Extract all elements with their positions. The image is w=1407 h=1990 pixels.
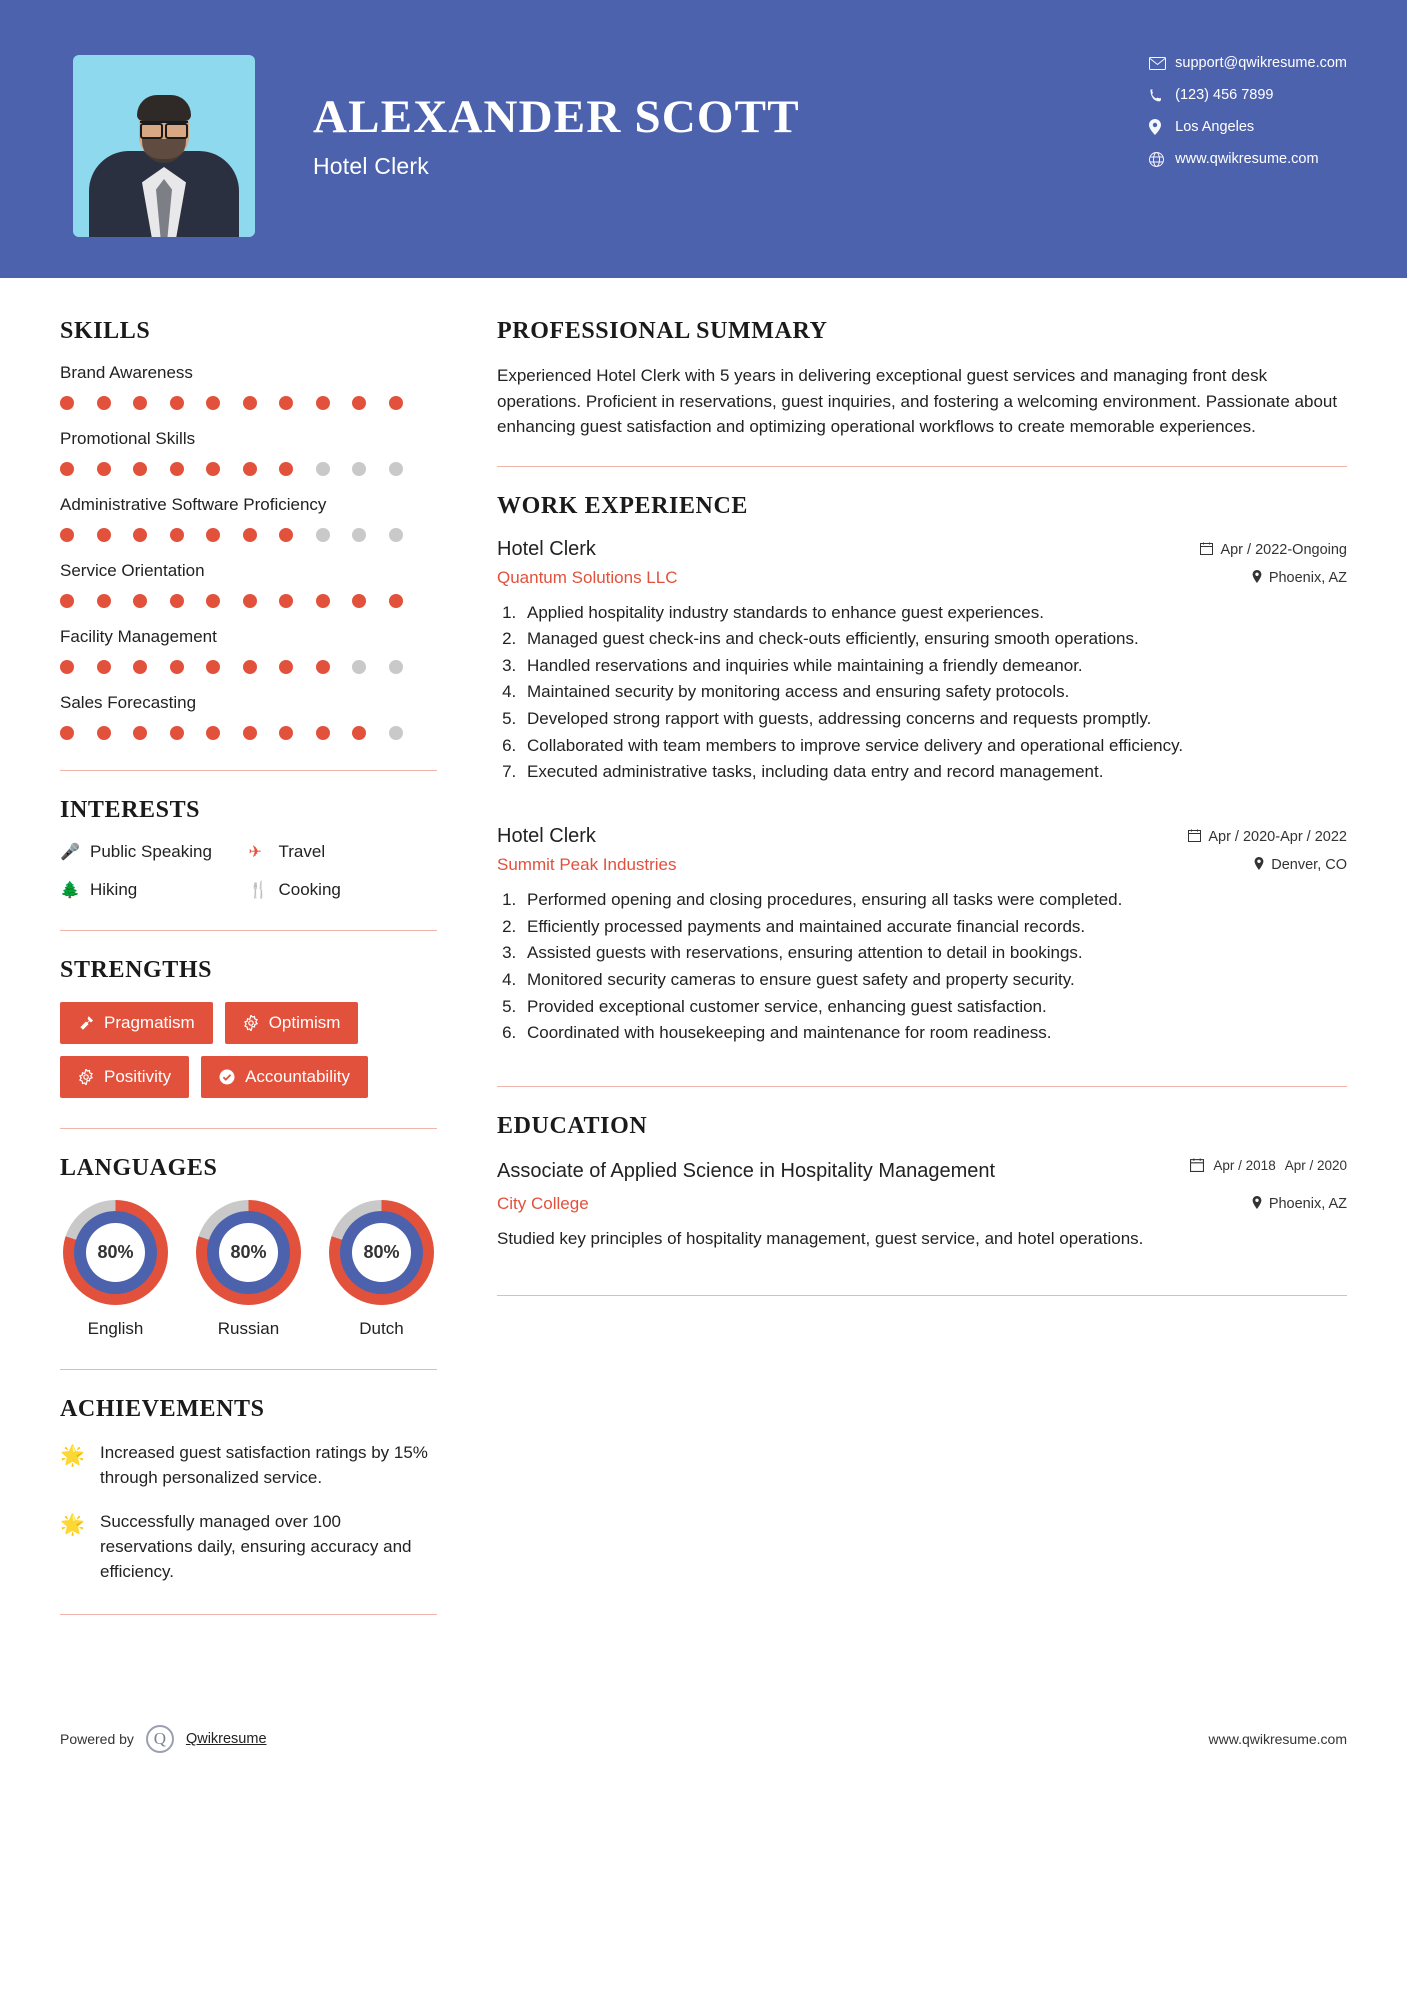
page-title: ALEXANDER SCOTT [313, 91, 800, 143]
contact-phone-text: (123) 456 7899 [1175, 87, 1274, 103]
language-label: English [87, 1319, 144, 1338]
calendar-icon [1190, 1158, 1204, 1175]
achievements-heading: ACHIEVEMENTS [60, 1396, 265, 1422]
job-bullet: 3. Handled reservations and inquiries while maintaining a friendly demeanor. [521, 654, 1347, 679]
achievement-text: Increased guest satisfaction ratings by 15% through personalized service. [100, 1443, 428, 1487]
education-end-date: Apr / 2020 [1284, 1157, 1347, 1173]
job-bullet: 6. Coordinated with housekeeping and maintenance for room readiness. [521, 1021, 1347, 1046]
footer-website: www.qwikresume.com [1208, 1731, 1347, 1748]
skill-label: Promotional Skills [60, 429, 196, 448]
qwikresume-logo-icon: Q [146, 1725, 174, 1753]
skills-heading: SKILLS [60, 318, 151, 344]
job-role: Hotel Clerk [497, 824, 596, 847]
divider [497, 1086, 1347, 1087]
location-pin-icon [1254, 857, 1264, 874]
divider [60, 1128, 437, 1129]
location-pin-icon [1252, 1196, 1262, 1213]
strength-chip [225, 1002, 359, 1044]
gear-icon [78, 1069, 94, 1085]
skill-item [60, 495, 437, 542]
strength-label: Pragmatism [104, 1013, 195, 1032]
skill-rating [60, 594, 437, 608]
public-speaking-icon: 🎤 [60, 844, 80, 861]
language-item [326, 1200, 437, 1339]
job-bullet: 4. Maintained security by monitoring access and ensuring safety protocols. [521, 680, 1347, 705]
job-bullet: 6. Collaborated with team members to improve service delivery and operational efficiency. [521, 734, 1347, 759]
education-dates [1190, 1158, 1347, 1175]
education-item [497, 1158, 1347, 1252]
languages-list [60, 1200, 437, 1339]
skill-item [60, 429, 437, 476]
language-value: 80% [219, 1223, 278, 1282]
experience-item [497, 825, 1347, 1046]
skill-rating [60, 726, 437, 740]
main-content [497, 278, 1407, 1641]
check-circle-icon [219, 1069, 235, 1085]
language-donut [63, 1200, 168, 1305]
job-company: Summit Peak Industries [497, 854, 677, 874]
resume-header [0, 0, 1407, 278]
sidebar [0, 278, 497, 1641]
job-company: Quantum Solutions LLC [497, 567, 678, 587]
phone-icon [1149, 88, 1175, 103]
calendar-icon [1188, 829, 1201, 846]
contact-location[interactable] [1149, 119, 1347, 135]
education-heading: EDUCATION [497, 1112, 648, 1139]
job-bullets [521, 601, 1347, 785]
job-bullet: 5. Developed strong rapport with guests, addressing concerns and requests promptly. [521, 707, 1347, 732]
skill-label: Sales Forecasting [60, 693, 197, 712]
interest-item [60, 842, 249, 862]
language-value: 80% [86, 1223, 145, 1282]
job-bullet: 4. Monitored security cameras to ensure guest safety and property security. [521, 968, 1347, 993]
strengths-list [60, 1002, 437, 1098]
education-location-text: Phoenix, AZ [1268, 1196, 1347, 1213]
interest-item [249, 842, 438, 862]
star-badge-icon: 🌟 [60, 1514, 85, 1537]
qwikresume-link[interactable]: Qwikresume [185, 1731, 267, 1748]
education-school: City College [497, 1193, 589, 1213]
location-icon [1149, 119, 1175, 135]
interest-label: Public Speaking [90, 842, 212, 861]
strength-label: Positivity [104, 1067, 172, 1086]
powered-by-label: Powered by [60, 1731, 134, 1748]
location-pin-icon [1252, 570, 1262, 587]
contact-phone[interactable] [1149, 87, 1347, 103]
job-location [1254, 857, 1347, 874]
language-label: Russian [217, 1319, 280, 1338]
interest-item [249, 880, 438, 900]
language-donut [329, 1200, 434, 1305]
education-degree: Associate of Applied Science in Hospitality Management [497, 1159, 996, 1182]
skill-item [60, 693, 437, 740]
job-bullet: 1. Applied hospitality industry standards to enhance guest experiences. [521, 601, 1347, 626]
travel-plane-icon: ✈ [248, 844, 262, 861]
contact-list [1149, 55, 1347, 183]
skill-label: Facility Management [60, 627, 217, 646]
skill-label: Brand Awareness [60, 363, 193, 382]
language-item [193, 1200, 304, 1339]
skill-rating [60, 528, 437, 542]
interest-label: Cooking [278, 880, 341, 899]
language-donut [196, 1200, 301, 1305]
skill-rating [60, 396, 437, 410]
divider [497, 1295, 1347, 1296]
interests-heading: INTERESTS [60, 797, 201, 823]
footer-brand [60, 1725, 267, 1753]
star-badge-icon: 🌟 [60, 1445, 85, 1467]
job-bullet: 3. Assisted guests with reservations, ensuring attention to detail in bookings. [521, 941, 1347, 966]
divider [60, 930, 437, 931]
contact-website[interactable] [1149, 151, 1347, 167]
interest-label: Travel [278, 842, 326, 861]
skills-list [60, 363, 437, 740]
contact-email[interactable] [1149, 55, 1347, 71]
mail-icon [1149, 57, 1175, 70]
language-label: Dutch [359, 1319, 404, 1338]
skill-item [60, 561, 437, 608]
job-location-text: Phoenix, AZ [1268, 570, 1347, 586]
divider [60, 1614, 437, 1615]
skill-label: Service Orientation [60, 561, 205, 580]
job-bullet: 2. Efficiently processed payments and maintained accurate financial records. [521, 915, 1347, 940]
cooking-utensils-icon: 🍴 [248, 882, 269, 899]
languages-heading: LANGUAGES [60, 1155, 218, 1181]
hammer-icon [78, 1015, 94, 1031]
strength-label: Optimism [268, 1013, 341, 1032]
job-bullet: 5. Provided exceptional customer service, enhancing guest satisfaction. [521, 995, 1347, 1020]
education-location [1252, 1196, 1347, 1213]
job-bullet: 1. Performed opening and closing procedures, ensuring all tasks were completed. [521, 888, 1347, 913]
achievement-text: Successfully managed over 100 reservations daily, ensuring accuracy and efficiency. [100, 1512, 412, 1581]
contact-location-text: Los Angeles [1175, 119, 1255, 135]
strength-label: Accountability [245, 1067, 350, 1086]
job-role: Hotel Clerk [497, 537, 596, 560]
experience-item [497, 538, 1347, 785]
language-value: 80% [352, 1223, 411, 1282]
contact-website-text: www.qwikresume.com [1175, 151, 1319, 167]
name-block [313, 93, 800, 180]
job-bullet: 7. Executed administrative tasks, including data entry and record management. [521, 760, 1347, 785]
interest-item [60, 880, 249, 900]
job-bullets [521, 888, 1347, 1046]
skill-item [60, 363, 437, 410]
globe-icon [1149, 152, 1175, 167]
avatar-illustration [73, 87, 255, 237]
strength-chip [60, 1002, 213, 1044]
summary-text: Experienced Hotel Clerk with 5 years in delivering exceptional guest services and managing front desk operations. Proficient in reservations, guest inquiries, and fostering a welcoming environment. Passionate about enhancing guest satisfaction and optimizing operational workflows to create memorable experiences. [497, 366, 1338, 436]
achievements-list [60, 1441, 437, 1584]
hiking-tree-icon: 🌲 [60, 882, 80, 899]
language-item [60, 1200, 171, 1339]
strength-chip [60, 1056, 189, 1098]
achievement-item [60, 1510, 437, 1584]
job-date [1188, 829, 1347, 846]
job-date-text: Apr / 2022-Ongoing [1220, 542, 1347, 558]
experience-heading: WORK EXPERIENCE [497, 492, 749, 519]
contact-email-text: support@qwikresume.com [1175, 55, 1347, 71]
summary-heading: PROFESSIONAL SUMMARY [497, 318, 828, 344]
job-date [1200, 542, 1347, 559]
interest-label: Hiking [90, 880, 138, 899]
job-location-text: Denver, CO [1271, 857, 1347, 874]
job-title: Hotel Clerk [313, 153, 429, 180]
job-location [1252, 570, 1347, 587]
footer [0, 1699, 1407, 1779]
skill-label: Administrative Software Proficiency [60, 495, 327, 514]
calendar-icon [1200, 542, 1213, 559]
job-date-text: Apr / 2020-Apr / 2022 [1208, 829, 1347, 846]
job-bullet: 2. Managed guest check-ins and check-outs efficiently, ensuring smooth operations. [521, 627, 1347, 652]
avatar [73, 55, 255, 237]
divider [60, 770, 437, 771]
education-start-date: Apr / 2018 [1213, 1157, 1276, 1173]
strengths-heading: STRENGTHS [60, 957, 213, 983]
achievement-item [60, 1441, 437, 1490]
skill-rating [60, 660, 437, 674]
skill-rating [60, 462, 437, 476]
strength-chip [201, 1056, 368, 1098]
skill-item [60, 627, 437, 674]
divider [497, 466, 1347, 467]
gear-icon [243, 1015, 259, 1031]
divider [60, 1369, 437, 1370]
education-description: Studied key principles of hospitality management, guest service, and hotel operations. [497, 1228, 1144, 1248]
interests-list [60, 842, 437, 900]
